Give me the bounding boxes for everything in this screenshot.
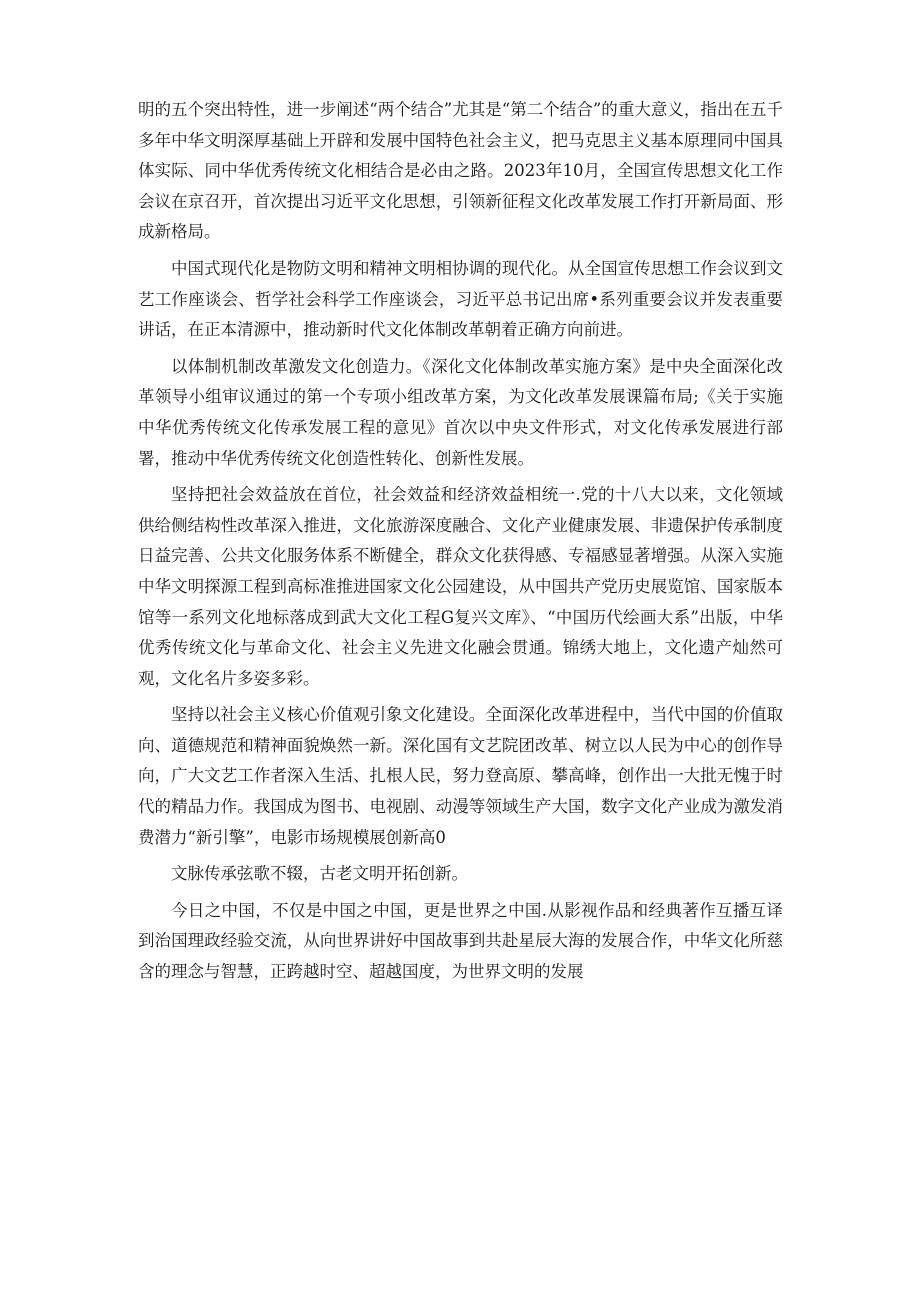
paragraph-5: 坚持以社会主义核心价值观引象文化建设。全面深化改革进程中，当代中国的价值取向、道德规范和精神面貌焕然一新。深化国有文艺院团改革、树立以人民为中心的创作导向，广大文艺工作者深入生活、扎根人民，努力登高原、攀高峰，创作出一大批无愧于时代的精品力作。我国成为图书、电视剧、动漫等领域生产大国，数字文化产业成为激发消费潜力“新引擎”，电影市场规模展创新高0 [138,705,783,847]
document-page [138,95,783,994]
paragraph-3: 以体制机制改革激发文化创造力。《深化文化体制改革实施方案》是中央全面深化改革领导小组审议通过的第一个专项小组改革方案，为文化改革发展课篇布局;《关于实施中华优秀传统文化传承发展工程的意见》首次以中央文件形式，对文化传承发展进行部署，推动中华优秀传统文化创造性转化、创新性发展。 [138,356,783,468]
paragraph-2: 中国式现代化是物防文明和精神文明相协调的现代化。从全国宣传思想工作会议到文艺工作座谈会、哲学社会科学工作座谈会，习近平总书记出席•系列重要会议并发表重要讲话，在正本清源中，推动新时代文化体制改革朝着正确方向前进。 [138,258,783,340]
paragraph-7: 今日之中国，不仅是中国之中国，更是世界之中国.从影视作品和经典著作互播互译到治国理政经验交流，从向世界讲好中国故事到共赴星辰大海的发展合作，中华文化所慈含的理念与智慧，正跨越时空、超越国度，为世界文明的发展 [138,900,783,982]
paragraph-1: 明的五个突出特性，进一步阐述“两个结合”尤其是“第二个结合”的重大意义，指出在五千多年中华文明深厚基础上开辟和发展中国特色社会主义，把马克思主义基本原理同中国具体实际、同中华优秀传统文化相结合是必由之路。2023年10月，全国宣传思想文化工作会议在京召开，首次提出习近平文化思想，引领新征程文化改革发展工作打开新局面、形成新格局。 [138,100,783,242]
paragraph-4: 坚持把社会效益放在首位，社会效益和经济效益相统一.党的十八大以来，文化领域供给侧结构性改革深入推进，文化旅游深度融合、文化产业健康发展、非遗保护传承制度日益完善、公共文化服务体系不断健全，群众文化获得感、专福感显著增强。从深入实施中华文明探源工程到高标准推进国家文化公园建设，从中国共产党历史展览馆、国家版本馆等一系列文化地标落成到武大文化工程G复兴文库》、“中国历代绘画大系”出版，中华优秀传统文化与革命文化、社会主义先进文化融会贯通。锦绣大地上，文化遗产灿然可观，文化名片多姿多彩。 [138,485,783,688]
paragraph-6: 文脉传承弦歌不辍，古老文明开拓创新。 [171,864,468,884]
